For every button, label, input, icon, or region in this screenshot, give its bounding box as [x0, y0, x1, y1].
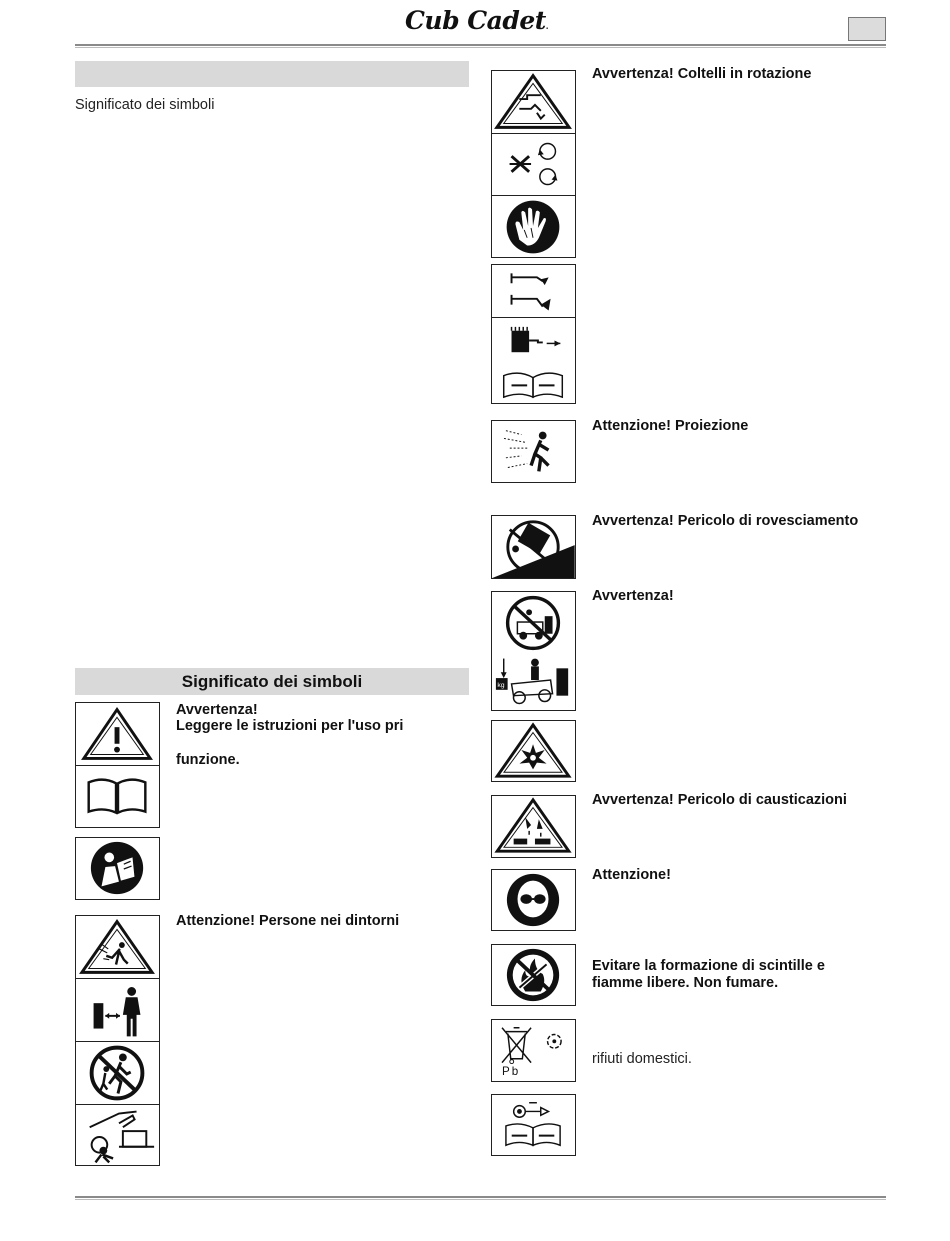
- bystander-warning-icon: [76, 916, 159, 978]
- key-manual-icon: [491, 1094, 576, 1156]
- r7-line2: fiamme libere. Non fumare.: [592, 975, 779, 991]
- footer-rule-thin: [75, 1199, 886, 1200]
- battery-label: Pb: [502, 1065, 521, 1079]
- rollover-icon: [491, 515, 576, 579]
- section-header-bar-empty: [75, 61, 469, 87]
- icon-stack-blades: [491, 70, 576, 258]
- header-rule: [75, 44, 886, 46]
- entry1-line3: funzione.: [176, 752, 240, 768]
- rotating-blades-icon: [492, 71, 575, 133]
- icon-stack-warning: [75, 702, 160, 828]
- section-title: Significato dei simboli: [75, 668, 469, 695]
- r8-text: rifiuti domestici.: [592, 1051, 692, 1067]
- r1-text: Avvertenza! Coltelli in rotazione: [592, 66, 812, 82]
- recycling-battery-icon: [491, 1019, 576, 1082]
- no-children-icon: [76, 1042, 159, 1104]
- intro-text: Significato dei simboli: [75, 97, 215, 113]
- riding-mower-weight-icon: [492, 654, 575, 710]
- icon-stack-no-passengers: [491, 591, 576, 711]
- explosion-icon: [491, 720, 576, 782]
- keep-distance-icon: [76, 979, 159, 1041]
- disconnect-spark-plug-icon: [492, 318, 575, 404]
- warning-triangle-icon: [76, 703, 159, 765]
- header-rule-thin: [75, 47, 886, 48]
- eye-protection-icon: [491, 869, 576, 931]
- mower-danger-icon: [76, 1105, 159, 1167]
- r7-line1: Evitare la formazione di scintille e: [592, 958, 825, 974]
- icon-stack-bystanders: [75, 915, 160, 1166]
- r4-text: Avvertenza!: [592, 588, 674, 604]
- r6-text: Attenzione!: [592, 867, 671, 883]
- weight-label: kg: [497, 681, 505, 689]
- no-passengers-icon: [492, 592, 575, 654]
- r3-text: Avvertenza! Pericolo di rovesciamento: [592, 513, 859, 529]
- page-number-box: [848, 17, 886, 41]
- brand-mark: .: [545, 21, 549, 31]
- read-manual-icon: [75, 837, 160, 900]
- no-fire-icon: [491, 944, 576, 1006]
- entry1-line1: Avvertenza!: [176, 702, 258, 718]
- thrown-objects-icon: [491, 420, 576, 483]
- brand-logo: [405, 6, 548, 35]
- footer-rule: [75, 1196, 886, 1198]
- brand-name: Cub Cadet: [405, 6, 546, 35]
- icon-stack-maintenance: [491, 264, 576, 404]
- hand-injury-icon: [492, 196, 575, 258]
- acid-burn-icon: [491, 795, 576, 858]
- entry2-text: Attenzione! Persone nei dintorni: [176, 913, 400, 929]
- blade-engage-icon: [492, 265, 575, 317]
- entry1-line2: Leggere le istruzioni per l'uso pri: [176, 718, 404, 734]
- r5-text: Avvertenza! Pericolo di causticazioni: [592, 792, 847, 808]
- blade-rotation-icon: [492, 134, 575, 195]
- manual-book-icon: [76, 766, 159, 827]
- r2-text: Attenzione! Proiezione: [592, 418, 749, 434]
